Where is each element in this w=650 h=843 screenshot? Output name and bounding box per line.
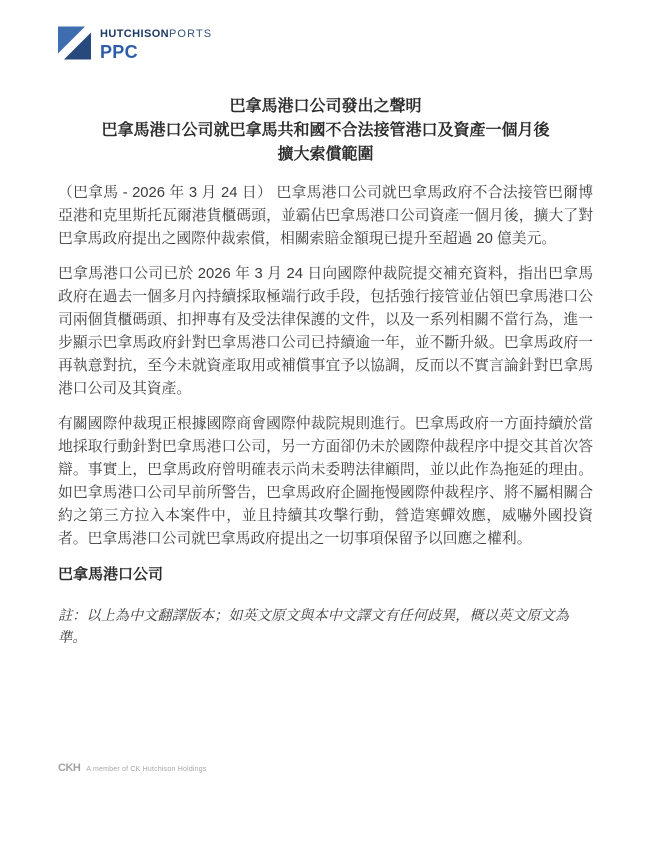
brand-text [100, 26, 212, 61]
brand-subbrand-ppc: PPC [100, 42, 138, 62]
hutchison-ports-logo [58, 26, 212, 61]
signature-company-name: 巴拿馬港口公司 [58, 566, 164, 583]
document-body [58, 95, 593, 649]
statement-title-line-2: 巴拿馬港口公司就巴拿馬共和國不合法接管港口及資產一個月後 [101, 122, 550, 139]
ports-flag-icon [58, 26, 91, 60]
statement-paragraph-2: 巴拿馬港口公司已於 2026 年 3 月 24 日向國際仲裁院提交補充資料，指出巴拿馬政府在過去一個多月內持續採取極端行政手段，包括強行接管並佔領巴拿馬港口公司兩個貨櫃碼頭、扣押專有及受法律保護的文件，以及一系列相關不當行為，進一步顯示巴拿馬政府針對巴拿馬港口公司已持續逾一年，並不斷升級。巴拿馬政府一再執意對抗，至今未就資產取用或補償事宜予以協調，反而以不實言論針對巴拿馬港口公司及其資產。 [58, 266, 593, 397]
statement-title-line-1: 巴拿馬港口公司發出之聲明 [229, 98, 422, 115]
footer-tagline: A member of CK Hutchison Holdings [86, 765, 207, 773]
brand-name-hutchison: HUTCHISON [100, 28, 169, 40]
brand-name [100, 29, 212, 40]
statement-title-line-3: 擴大索償範圍 [277, 146, 374, 163]
ckh-logo-icon: CKH [58, 762, 81, 774]
translation-note: 註：以上為中文翻譯版本；如英文原文與本中文譯文有任何歧異，概以英文原文為準。 [58, 608, 569, 646]
statement-title [58, 95, 593, 167]
brand-name-ports: PORTS [169, 28, 213, 40]
page-footer [58, 763, 207, 774]
statement-paragraph-3: 有關國際仲裁現正根據國際商會國際仲裁院規則進行。巴拿馬政府一方面持續於當地採取行動針對巴拿馬港口公司，另一方面卻仍未於國際仲裁程序中提交其首次答辯。事實上，巴拿馬政府曾明確表示尚未委聘法律顧問，並以此作為拖延的理由。如巴拿馬港口公司早前所警告，巴拿馬政府企圖拖慢國際仲裁程序、將不屬相關合約之第三方拉入本案件中，並且持續其攻擊行動，營造寒蟬效應，威嚇外國投資者。巴拿馬港口公司就巴拿馬政府提出之一切事項保留予以回應之權利。 [58, 416, 593, 547]
statement-paragraph-1: （巴拿馬 - 2026 年 3 月 24 日） 巴拿馬港口公司就巴拿馬政府不合法接管巴爾博亞港和克里斯托瓦爾港貨櫃碼頭，並霸佔巴拿馬港口公司資產一個月後，擴大了對巴拿馬政府提出之國際仲裁索償，相關索賠金額現已提升至超過 20 億美元。 [58, 185, 593, 247]
